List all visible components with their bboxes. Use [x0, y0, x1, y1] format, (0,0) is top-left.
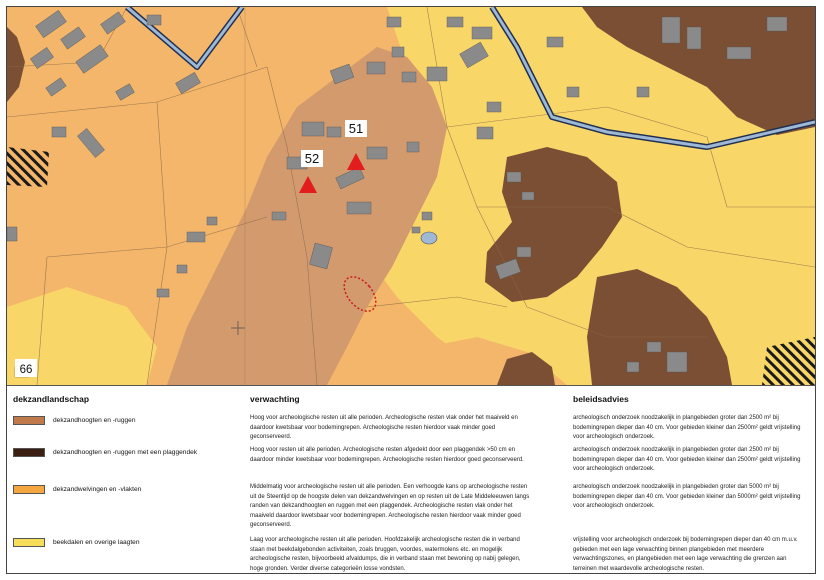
legend-header-expectation: verwachting — [250, 394, 300, 404]
marker-52-label: 52 — [304, 151, 320, 166]
map-figure — [6, 6, 816, 574]
legend-swatch — [13, 416, 45, 425]
legend-swatch — [13, 448, 45, 457]
legend — [7, 385, 815, 574]
legend-advice: archeologisch onderzoek noodzakelijk in plangebieden groter dan 2500 m² bij bodemingrepen dieper dan 40 cm. Voor gebieden kleiner dan 2500m² geldt vrijstelling voor archeologisch onderzoek. — [573, 447, 801, 473]
page-number-box — [15, 359, 37, 377]
legend-category: dekzandhoogten en -ruggen — [53, 417, 136, 424]
map-canvas[interactable] — [7, 7, 815, 385]
legend-swatch — [13, 538, 45, 547]
page-number: 66 — [19, 364, 33, 376]
legend-advice: vrijstelling voor archeologisch onderzoek bij bodemingrepen dieper dan 40 cm m.u.v. gebieden met een lage verwachting binnen plangebieden met meerdere verwachtingszones, en plangebieden met een lage verwachting die grenzen aan terreinen met waardevolle archeologische resten. — [573, 537, 798, 572]
legend-header-advice: beleidsadvies — [573, 394, 629, 404]
legend-advice: archeologisch onderzoek noodzakelijk in plangebieden groter dan 2500 m² bij bodemingrepen dieper dan 40 cm. Voor gebieden kleiner dan 2500m² geldt vrijstelling voor archeologisch onderzoek. — [573, 415, 801, 441]
legend-swatch — [13, 485, 45, 494]
legend-category: dekzandhoogten en -ruggen met een plaggendek — [53, 449, 198, 456]
pond — [421, 232, 437, 244]
legend-expectation: Laag voor archeologische resten uit alle perioden. Hoofdzakelijk archeologische resten die in verband staan met beekdalgebonden activiteiten, zoals bruggen, voordes, watermolens etc. en mogelijk archeologische resten, bijvoorbeeld afvaldumps, die in verband staan met bewoning op nabij gelegen, hoge gronden. Verder diverse categorieën losse vondsten. — [250, 537, 521, 572]
legend-expectation: Hoog voor resten uit alle perioden. Archeologische resten afgedekt door een plaggendek >50 cm en daardoor minder kwetsbaar voor bodemingrepen. Archeologische resten hierdoor goed geconserveerd. — [250, 447, 524, 463]
marker-51-label: 51 — [348, 121, 364, 136]
legend-category: dekzandwelvingen en -vlakten — [53, 486, 142, 493]
zone-hatched-left — [7, 147, 49, 187]
legend-expectation: Hoog voor archeologische resten uit alle perioden. Archeologische resten vlak onder het maaiveld en daardoor kwetsbaar voor bodemingrepen. Archeologische resten hierdoor vaak minder goed geconserveerd. — [250, 415, 518, 441]
legend-advice: archeologisch onderzoek noodzakelijk in plangebieden groter dan 5000 m² bij bodemingrepen dieper dan 40 cm. Voor gebieden kleiner dan 5000m² geldt vrijstelling voor archeologisch onderzoek. — [573, 484, 801, 510]
legend-expectation: Middelmatig voor archeologische resten uit alle perioden. Een verhoogde kans op archeologische resten uit de Steentijd op de hoogste delen van dekzandwelvingen en op resten uit de Late Middeleeuwen langs randen van dekzandhoogten en ruggen met een plaggendek. Archeologische resten vlak onder het maaiveld daardoor kwetsbaar voor bodemingrepen. Archeologische resten hierdoor vaak minder goed geconserveerd. — [250, 484, 530, 529]
legend-category: beekdalen en overige laagten — [53, 539, 140, 546]
legend-header-category: dekzandlandschap — [13, 394, 90, 404]
